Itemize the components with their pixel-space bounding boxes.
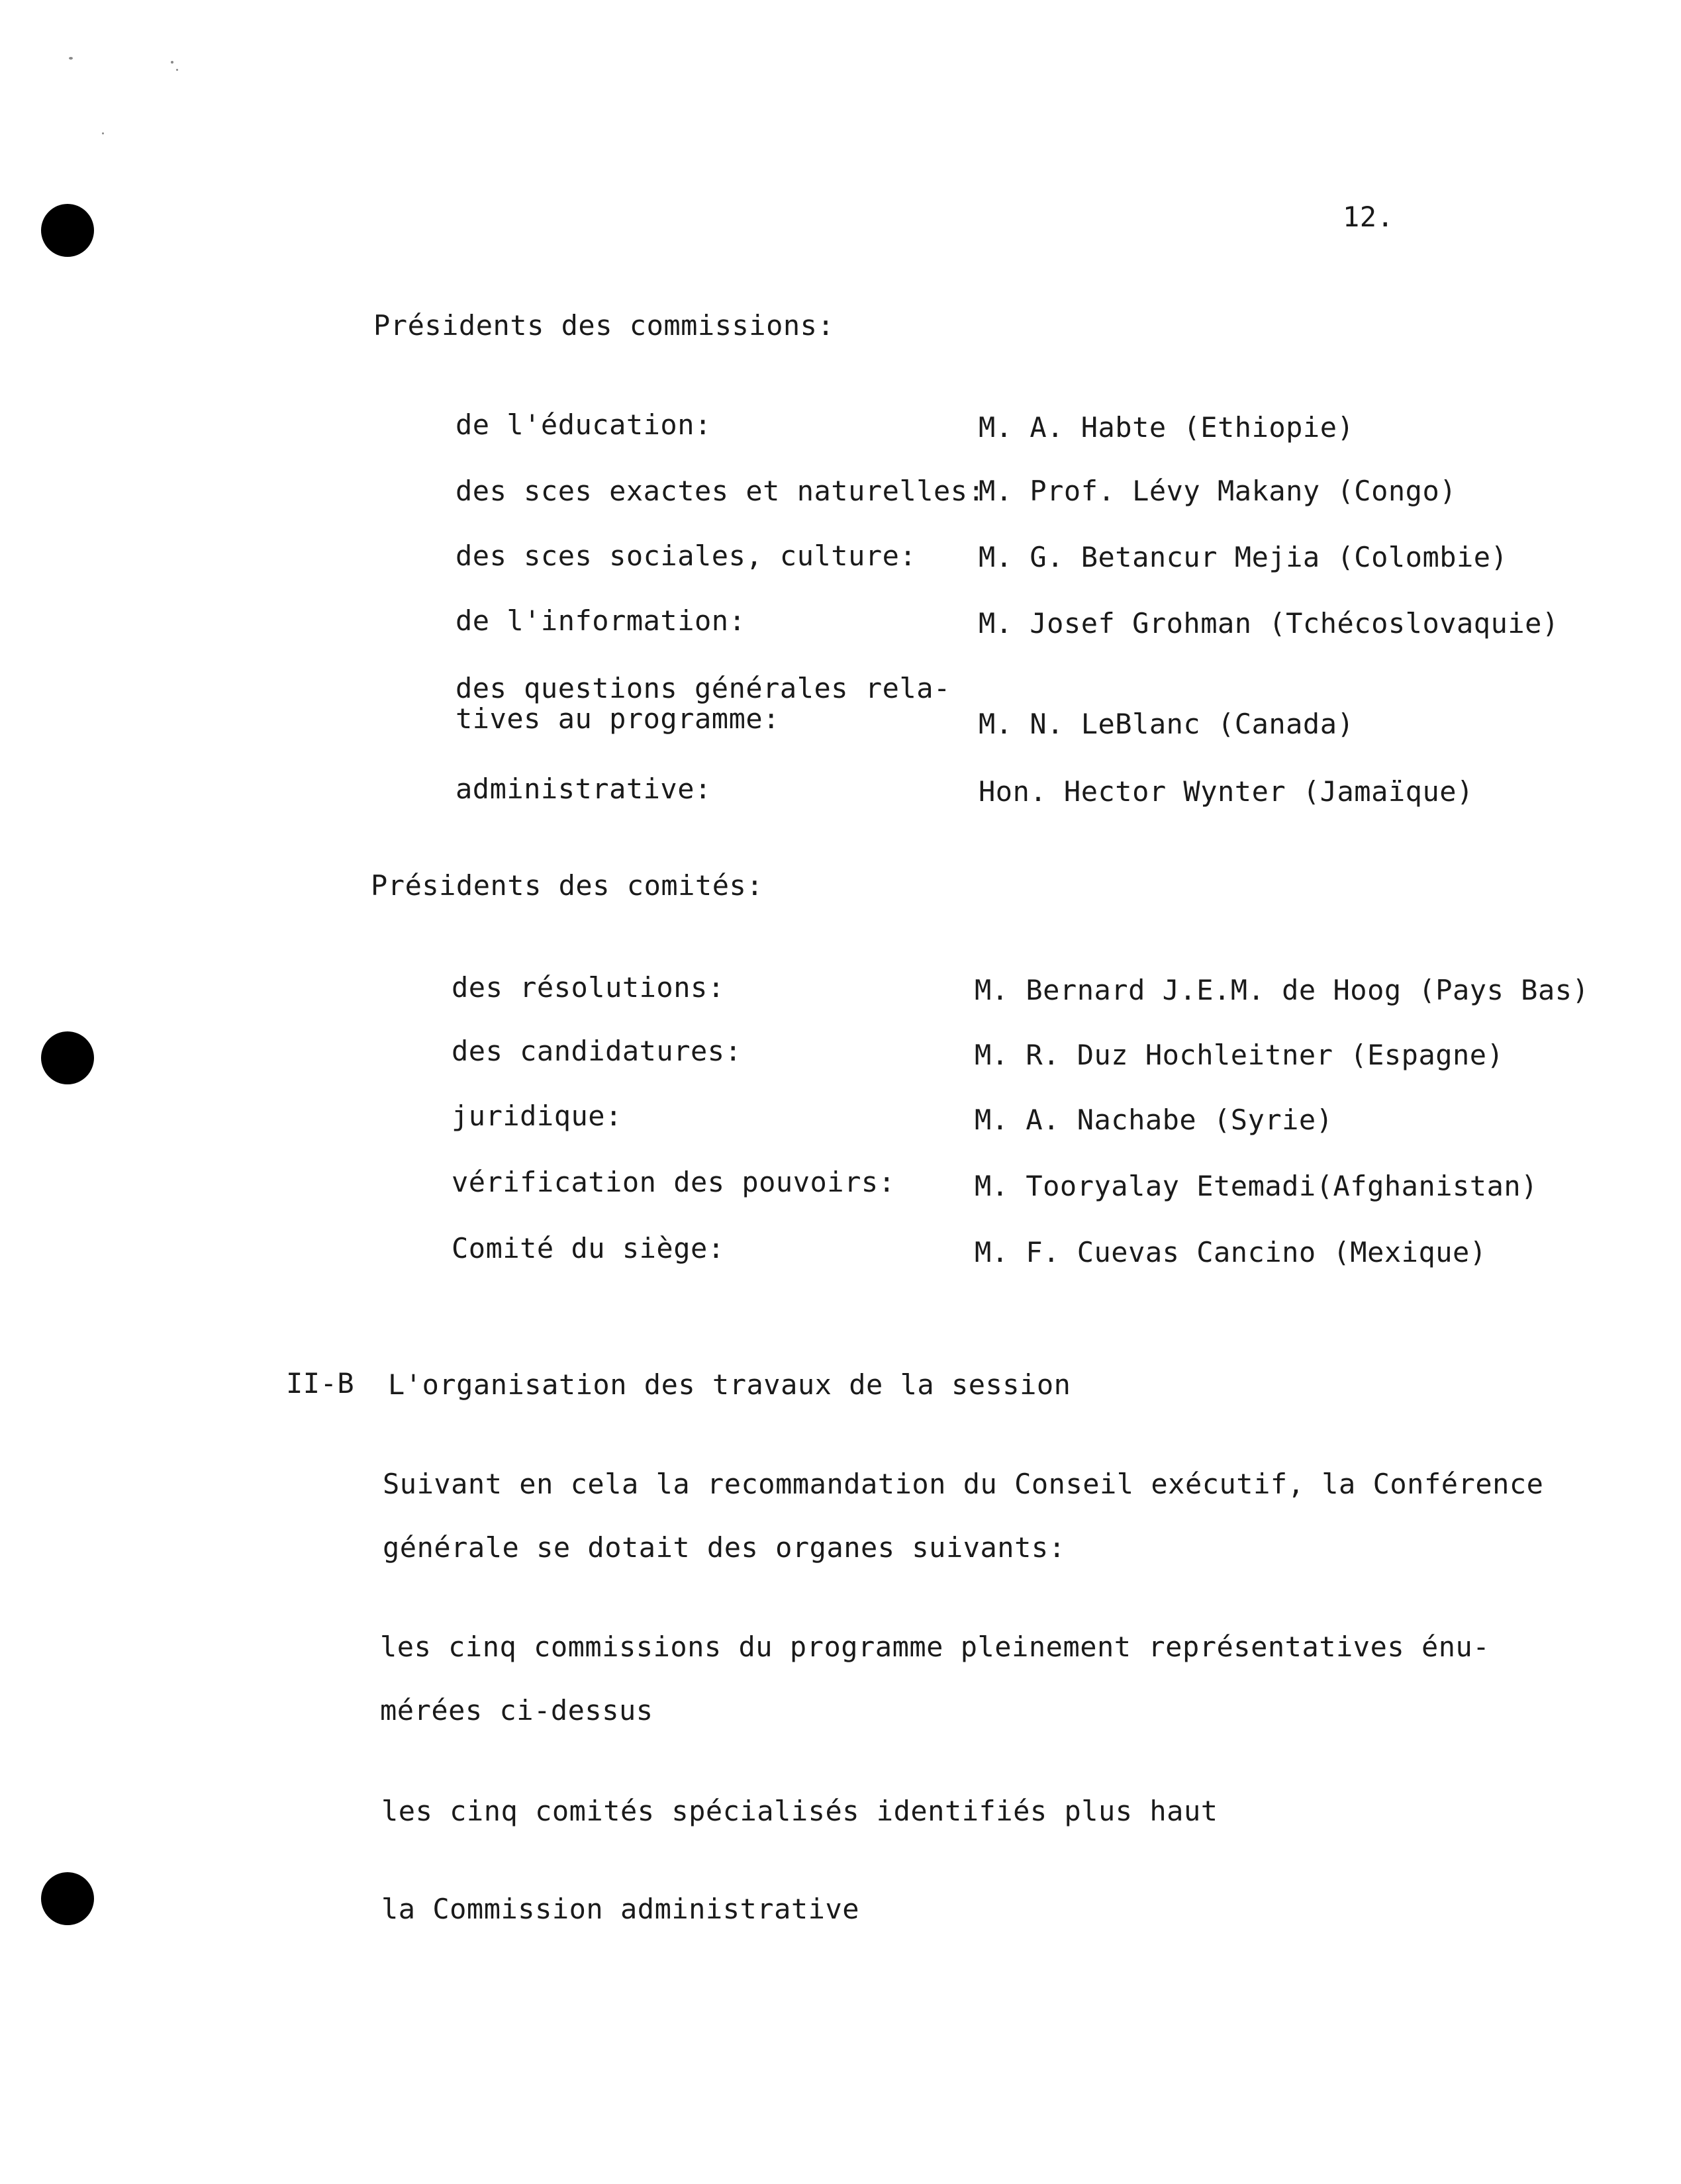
scan-speck — [176, 69, 178, 71]
item-2: les cinq comités spécialisés identifiés plus haut — [381, 1795, 1218, 1827]
committee-label-credentials: vérification des pouvoirs: — [452, 1166, 896, 1198]
intro-paragraph-line-1: Suivant en cela la recommandation du Conseil exécutif, la Conférence — [383, 1468, 1544, 1500]
section-title: L'organisation des travaux de la session — [388, 1368, 1071, 1401]
committees-heading: Présidents des comités: — [371, 869, 764, 902]
committee-president-credentials: M. Tooryalay Etemadi(Afghanistan) — [975, 1170, 1538, 1202]
intro-paragraph-line-2: générale se dotait des organes suivants: — [383, 1531, 1066, 1564]
committee-president-resolutions: M. Bernard J.E.M. de Hoog (Pays Bas) — [975, 974, 1590, 1006]
commission-label-exact-sciences: des sces exactes et naturelles: — [456, 475, 985, 507]
committee-label-candidatures: des candidatures: — [452, 1035, 742, 1067]
commissions-heading: Présidents des commissions: — [373, 309, 835, 342]
item-1-line-2: mérées ci-dessus — [380, 1694, 653, 1727]
scan-speck — [171, 61, 173, 64]
commission-label-general-questions: des questions générales rela- — [456, 672, 951, 704]
punch-hole-bottom — [41, 1872, 94, 1925]
commission-president-exact-sciences: M. Prof. Lévy Makany (Congo) — [979, 475, 1457, 507]
committee-president-candidatures: M. R. Duz Hochleitner (Espagne) — [975, 1039, 1504, 1071]
commission-label-general-questions-cont: tives au programme: — [456, 702, 780, 735]
commission-label-social-sciences: des sces sociales, culture: — [456, 540, 917, 572]
scan-speck — [69, 57, 73, 60]
commission-president-social-sciences: M. G. Betancur Mejia (Colombie) — [979, 541, 1508, 573]
item-3: la Commission administrative — [381, 1893, 860, 1925]
committee-label-headquarters: Comité du siège: — [452, 1232, 725, 1264]
commission-label-information: de l'information: — [456, 604, 746, 637]
punch-hole-middle — [41, 1031, 94, 1084]
commission-label-education: de l'éducation: — [456, 408, 712, 441]
item-1-line-1: les cinq commissions du programme pleinement représentatives énu- — [380, 1631, 1490, 1663]
committee-label-juridique: juridique: — [452, 1100, 622, 1132]
commission-president-education: M. A. Habte (Ethiopie) — [979, 411, 1355, 444]
commission-president-information: M. Josef Grohman (Tchécoslovaquie) — [979, 607, 1559, 640]
committee-label-resolutions: des résolutions: — [452, 971, 725, 1004]
page-number: 12. — [1343, 201, 1394, 233]
commission-label-administrative: administrative: — [456, 773, 712, 805]
committee-president-headquarters: M. F. Cuevas Cancino (Mexique) — [975, 1236, 1487, 1268]
commission-president-administrative: Hon. Hector Wynter (Jamaïque) — [979, 775, 1474, 808]
punch-hole-top — [41, 204, 94, 257]
scan-speck — [102, 132, 104, 134]
section-number: II-B — [286, 1367, 355, 1400]
commission-president-general-questions: M. N. LeBlanc (Canada) — [979, 708, 1355, 740]
committee-president-juridique: M. A. Nachabe (Syrie) — [975, 1104, 1333, 1136]
